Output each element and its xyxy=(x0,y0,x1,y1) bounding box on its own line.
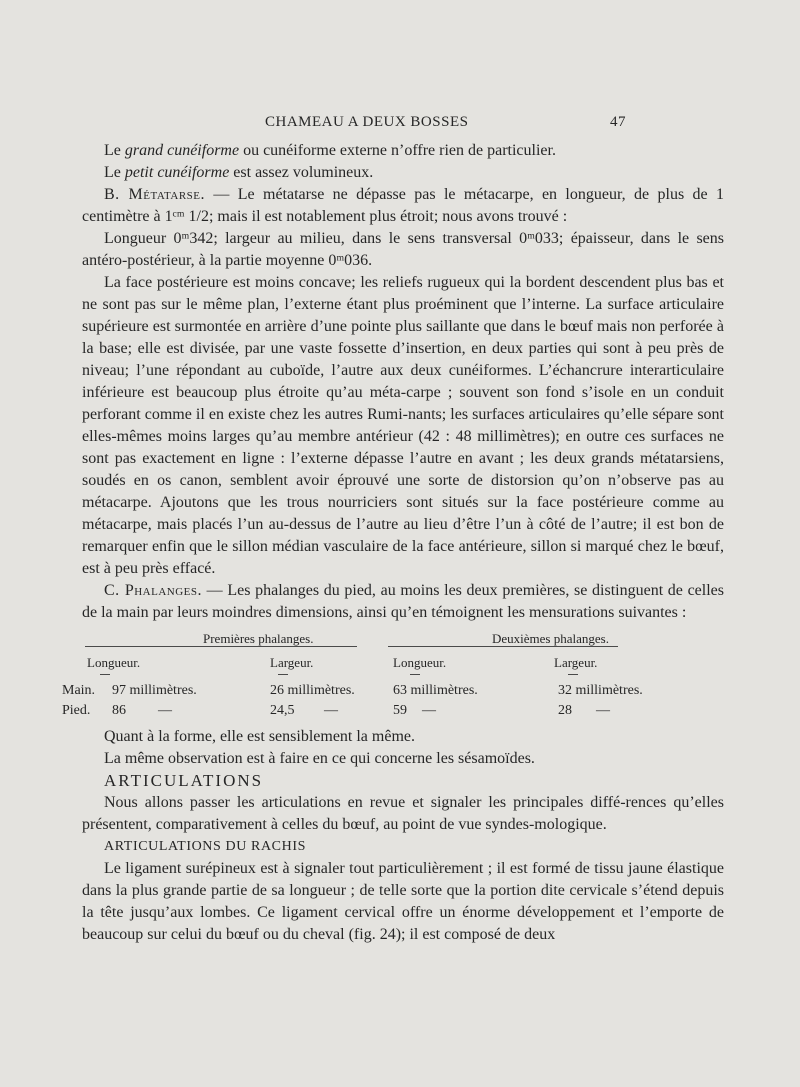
col-length-second: Longueur. xyxy=(393,655,447,670)
ditto-mark: — xyxy=(596,703,610,718)
cell: 24,5 xyxy=(270,703,295,718)
cell: 63 millimètres. xyxy=(393,683,478,698)
paragraph-face-posterieure: La face postérieure est moins concave; les reliefs rugueux qui la bordent descendent plus bas et ne sont pas sur le même plan, l’externe étant plus proéminent que l’interne. La surface articulaire supérieure est surmontée en arrière d’une pointe plus saillante que dans le bœuf mais non perforée à la base; elle est divisée, par une vaste fossette d’insertion, en deux parties qui sont à peu près de niveau; l’une répondant au cuboïde, l’autre aux deux cunéiformes. L’échancrure interarticulaire inférieure est beaucoup plus étroite qu’au méta-carpe ; souvent son fond s’isole en un conduit perforant comme il en existe chez les autres Rumi-nants; les surfaces articulaires qu’elle sépare sont elles-mêmes moins larges qu’au membre antérieur (42 : 48 millimètres); en outre ces surfaces ne sont pas exactement en ligne : l’externe dépasse l’autre en avant ; les deux grands métatarsiens, soudés en os canon, semblent avoir éprouvé une sorte de distorsion qu’on n’observe pas au métacarpe. Ajoutons que les trous nourriciers sont situés sur la face postérieure comme au métacarpe, mais placés l’un au-dessus de l’autre au lieu d’être l’un à côté de l’autre; il est bon de remarquer enfin que le sillon médian vasculaire de la face antérieure, sillon si marqué chez le bœuf, est à peu près effacé. xyxy=(82,274,724,577)
cell: 59 xyxy=(393,703,407,718)
group-deuxiemes-phalanges: Deuxièmes phalanges. xyxy=(492,631,609,646)
paragraph-metatarse: B. Métatarse. — Le métatarse ne dépasse pas le métacarpe, en longueur, de plus de 1 centimètre à 1ᶜᵐ 1/2; mais il est notablement plus étroit; nous avons trouvé : xyxy=(82,186,725,225)
paragraph-sesamoides: La même observation est à faire en ce qui concerne les sésamoïdes. xyxy=(104,750,535,767)
section-heading-articulations: ARTICULATIONS xyxy=(104,771,264,790)
ditto-mark: — xyxy=(324,703,338,718)
paragraph-phalanges: C. Phalanges. — Les phalanges du pied, au moins les deux premières, se distinguent de celles de la main par leurs moindres dimensions, ainsi qu’en témoignent les mensurations suivantes : xyxy=(82,582,724,621)
term-grand-cuneiforme: grand cunéiforme xyxy=(124,142,240,159)
cell: 26 millimètres. xyxy=(270,683,355,698)
col-width-second: Largeur. xyxy=(554,655,598,670)
paragraph-ligament: Le ligament surépineux est à signaler tout particulièrement ; il est formé de tissu jaune élastique dans la plus grande partie de sa longueur ; de telle sorte que la portion dite cervicale s’étend depuis la tête jusqu’aux lombes. Ce ligament cervical offre un énorme développement et l’emporte de beaucoup sur celui du bœuf ou du cheval (fig. 24); il est composé de deux xyxy=(82,860,724,943)
dash xyxy=(100,674,110,675)
cell: 32 millimètres. xyxy=(558,683,643,698)
running-head xyxy=(0,114,800,136)
cell: 86 xyxy=(112,703,126,718)
dash xyxy=(568,674,578,675)
section-label-metatarse: B. Métatarse. xyxy=(104,186,206,203)
row-label-main: Main. xyxy=(62,683,96,698)
section-label-phalanges: C. Phalanges. xyxy=(104,582,203,599)
paragraph-petit-cuneiforme: Le petit cunéiforme est assez volumineux. xyxy=(104,164,374,181)
term-petit-cuneiforme: petit cunéiforme xyxy=(124,164,230,181)
page-number: 47 xyxy=(610,114,626,130)
row-label-pied: Pied. xyxy=(62,703,91,718)
dash xyxy=(410,674,420,675)
paragraph-grand-cuneiforme: Le grand cunéiforme ou cunéiforme externe n’offre rien de particulier. xyxy=(104,142,556,159)
col-width-first: Largeur. xyxy=(270,655,314,670)
cell: 97 millimètres. xyxy=(112,683,197,698)
paragraph-articulations-intro: Nous allons passer les articulations en revue et signaler les principales diffé-rences qu’elles présentent, comparativement à celles du bœuf, au point de vue syndes-mologique. xyxy=(82,794,724,833)
running-title: CHAMEAU A DEUX BOSSES xyxy=(265,114,469,130)
measurement-table xyxy=(62,624,724,726)
ditto-mark: — xyxy=(158,703,172,718)
col-length-first: Longueur. xyxy=(87,655,141,670)
group-premieres-phalanges: Premières phalanges. xyxy=(203,631,314,646)
ditto-mark: — xyxy=(422,703,436,718)
dash xyxy=(278,674,288,675)
cell: 28 xyxy=(558,703,572,718)
subsection-heading-rachis: ARTICULATIONS DU RACHIS xyxy=(104,839,306,854)
paragraph-forme: Quant à la forme, elle est sensiblement la même. xyxy=(104,728,415,745)
paragraph-metatarse-measures: Longueur 0ᵐ342; largeur au milieu, dans le sens transversal 0ᵐ033; épaisseur, dans le sens antéro-postérieur, à la partie moyenne 0ᵐ036. xyxy=(82,230,724,269)
body-text xyxy=(62,140,725,946)
